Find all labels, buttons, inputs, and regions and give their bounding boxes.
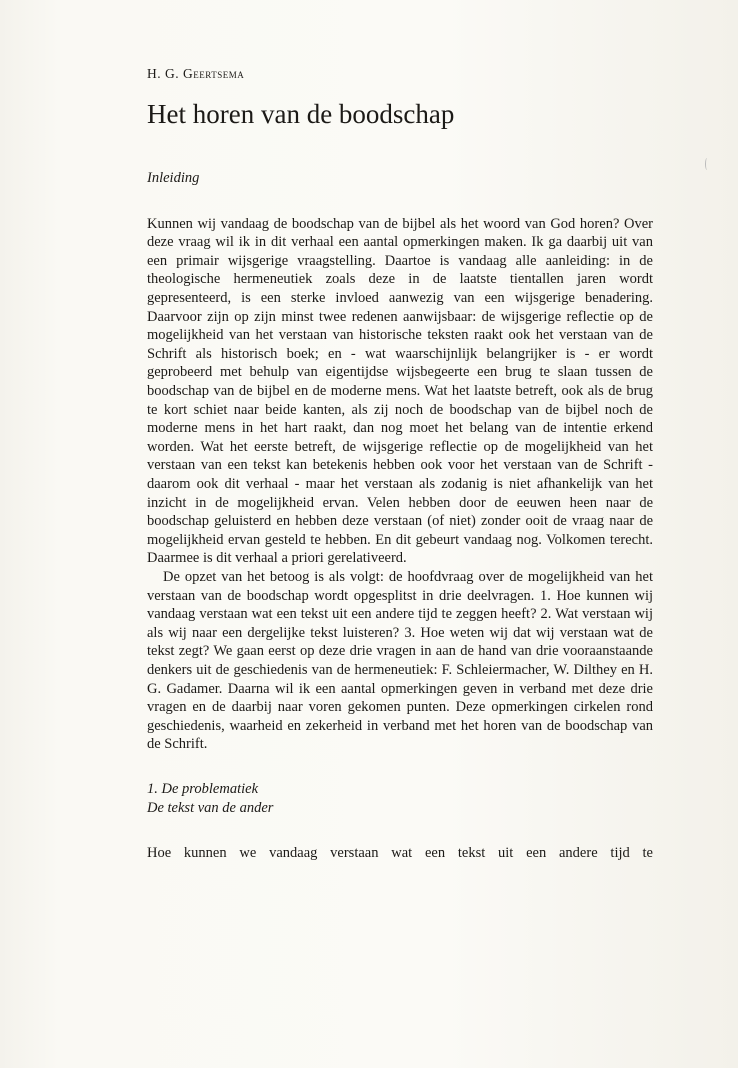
article-title: Het horen van de boodschap bbox=[147, 99, 455, 129]
article-body bbox=[147, 66, 653, 863]
paragraph: Hoe kunnen we vandaag verstaan wat een tekst uit een andere tijd te bbox=[147, 845, 653, 862]
subsection-number-title: 1. De problematiek bbox=[147, 780, 259, 797]
paragraph: Kunnen wij vandaag de boodschap van de bijbel als het woord van God horen? Over deze vraag wil ik in dit verhaal een aantal opmerkingen maken. Ik ga daarbij uit van een primair wijsgerige vraagstelling. Daartoe is vandaag alle aanleiding: in de theologische hermeneutiek zoals deze in de laatste tientallen jaren wordt gepresenteerd, is een sterke invloed aanwezig van een wijsgerige benadering. Daarvoor zijn op zijn minst twee redenen aanwijsbaar: de wijsgerige reflectie op de mogelijkheid van het verstaan van historische teksten raakt ook het verstaan van de Schrift als historisch boek; en - wat waarschijnlijk belangrijker is - er wordt geprobeerd met behulp van eigentijdse wijsbegeerte een brug te slaan tussen de boodschap van de bijbel en de moderne mens. Wat het laatste betreft, ook als de brug te kort schiet naar beide kanten, als zij noch de boodschap van de bijbel noch de moderne mens in het hart raakt, dan nog moet het belang van de intentie erkend worden. Wat het eerste betreft, de wijsgerige reflectie op de mogelijkheid van het verstaan van een tekst kan betekenis hebben ook voor het verstaan van de Schrift - daarom ook dit verhaal - maar het verstaan als zodanig is niet afhankelijk van het inzicht in de mogelijkheid ervan. Velen hebben door de eeuwen heen naar de boodschap geluisterd en hebben deze verstaan (of niet) zonder ooit de vraag naar de mogelijkheid ervan gesteld te hebben. En dit gebeurt vandaag nog. Volkomen terecht. Daarmee is dit verhaal a priori gerelativeerd. bbox=[147, 215, 653, 567]
margin-mark bbox=[705, 158, 709, 170]
subsection-heading bbox=[147, 780, 653, 817]
author-name: H. G. Geertsema bbox=[147, 66, 245, 81]
subsection-subtitle: De tekst van de ander bbox=[147, 799, 274, 816]
section-heading-inleiding: Inleiding bbox=[147, 169, 200, 186]
paragraph: De opzet van het betoog is als volgt: de hoofdvraag over de mogelijkheid van het verstaan van de boodschap wordt opgesplitst in drie deelvragen. 1. Hoe kunnen wij vandaag verstaan wat een tekst uit een andere tijd te zeggen heeft? 2. Wat verstaan wij als wij naar een dergelijke tekst luisteren? 3. Hoe weten wij dat wij verstaan wat de tekst zegt? We gaan eerst op deze drie vragen in aan de hand van drie vooraanstaande denkers uit de geschiedenis van de hermeneutiek: F. Schleiermacher, W. Dilthey en H. G. Gadamer. Daarna wil ik een aantal opmerkingen geven in verband met deze drie vragen en de daarbij naar voren gekomen punten. Deze opmerkingen cirkelen rond geschiedenis, waarheid en zekerheid in verband met het horen van de boodschap van de Schrift. bbox=[147, 568, 653, 753]
